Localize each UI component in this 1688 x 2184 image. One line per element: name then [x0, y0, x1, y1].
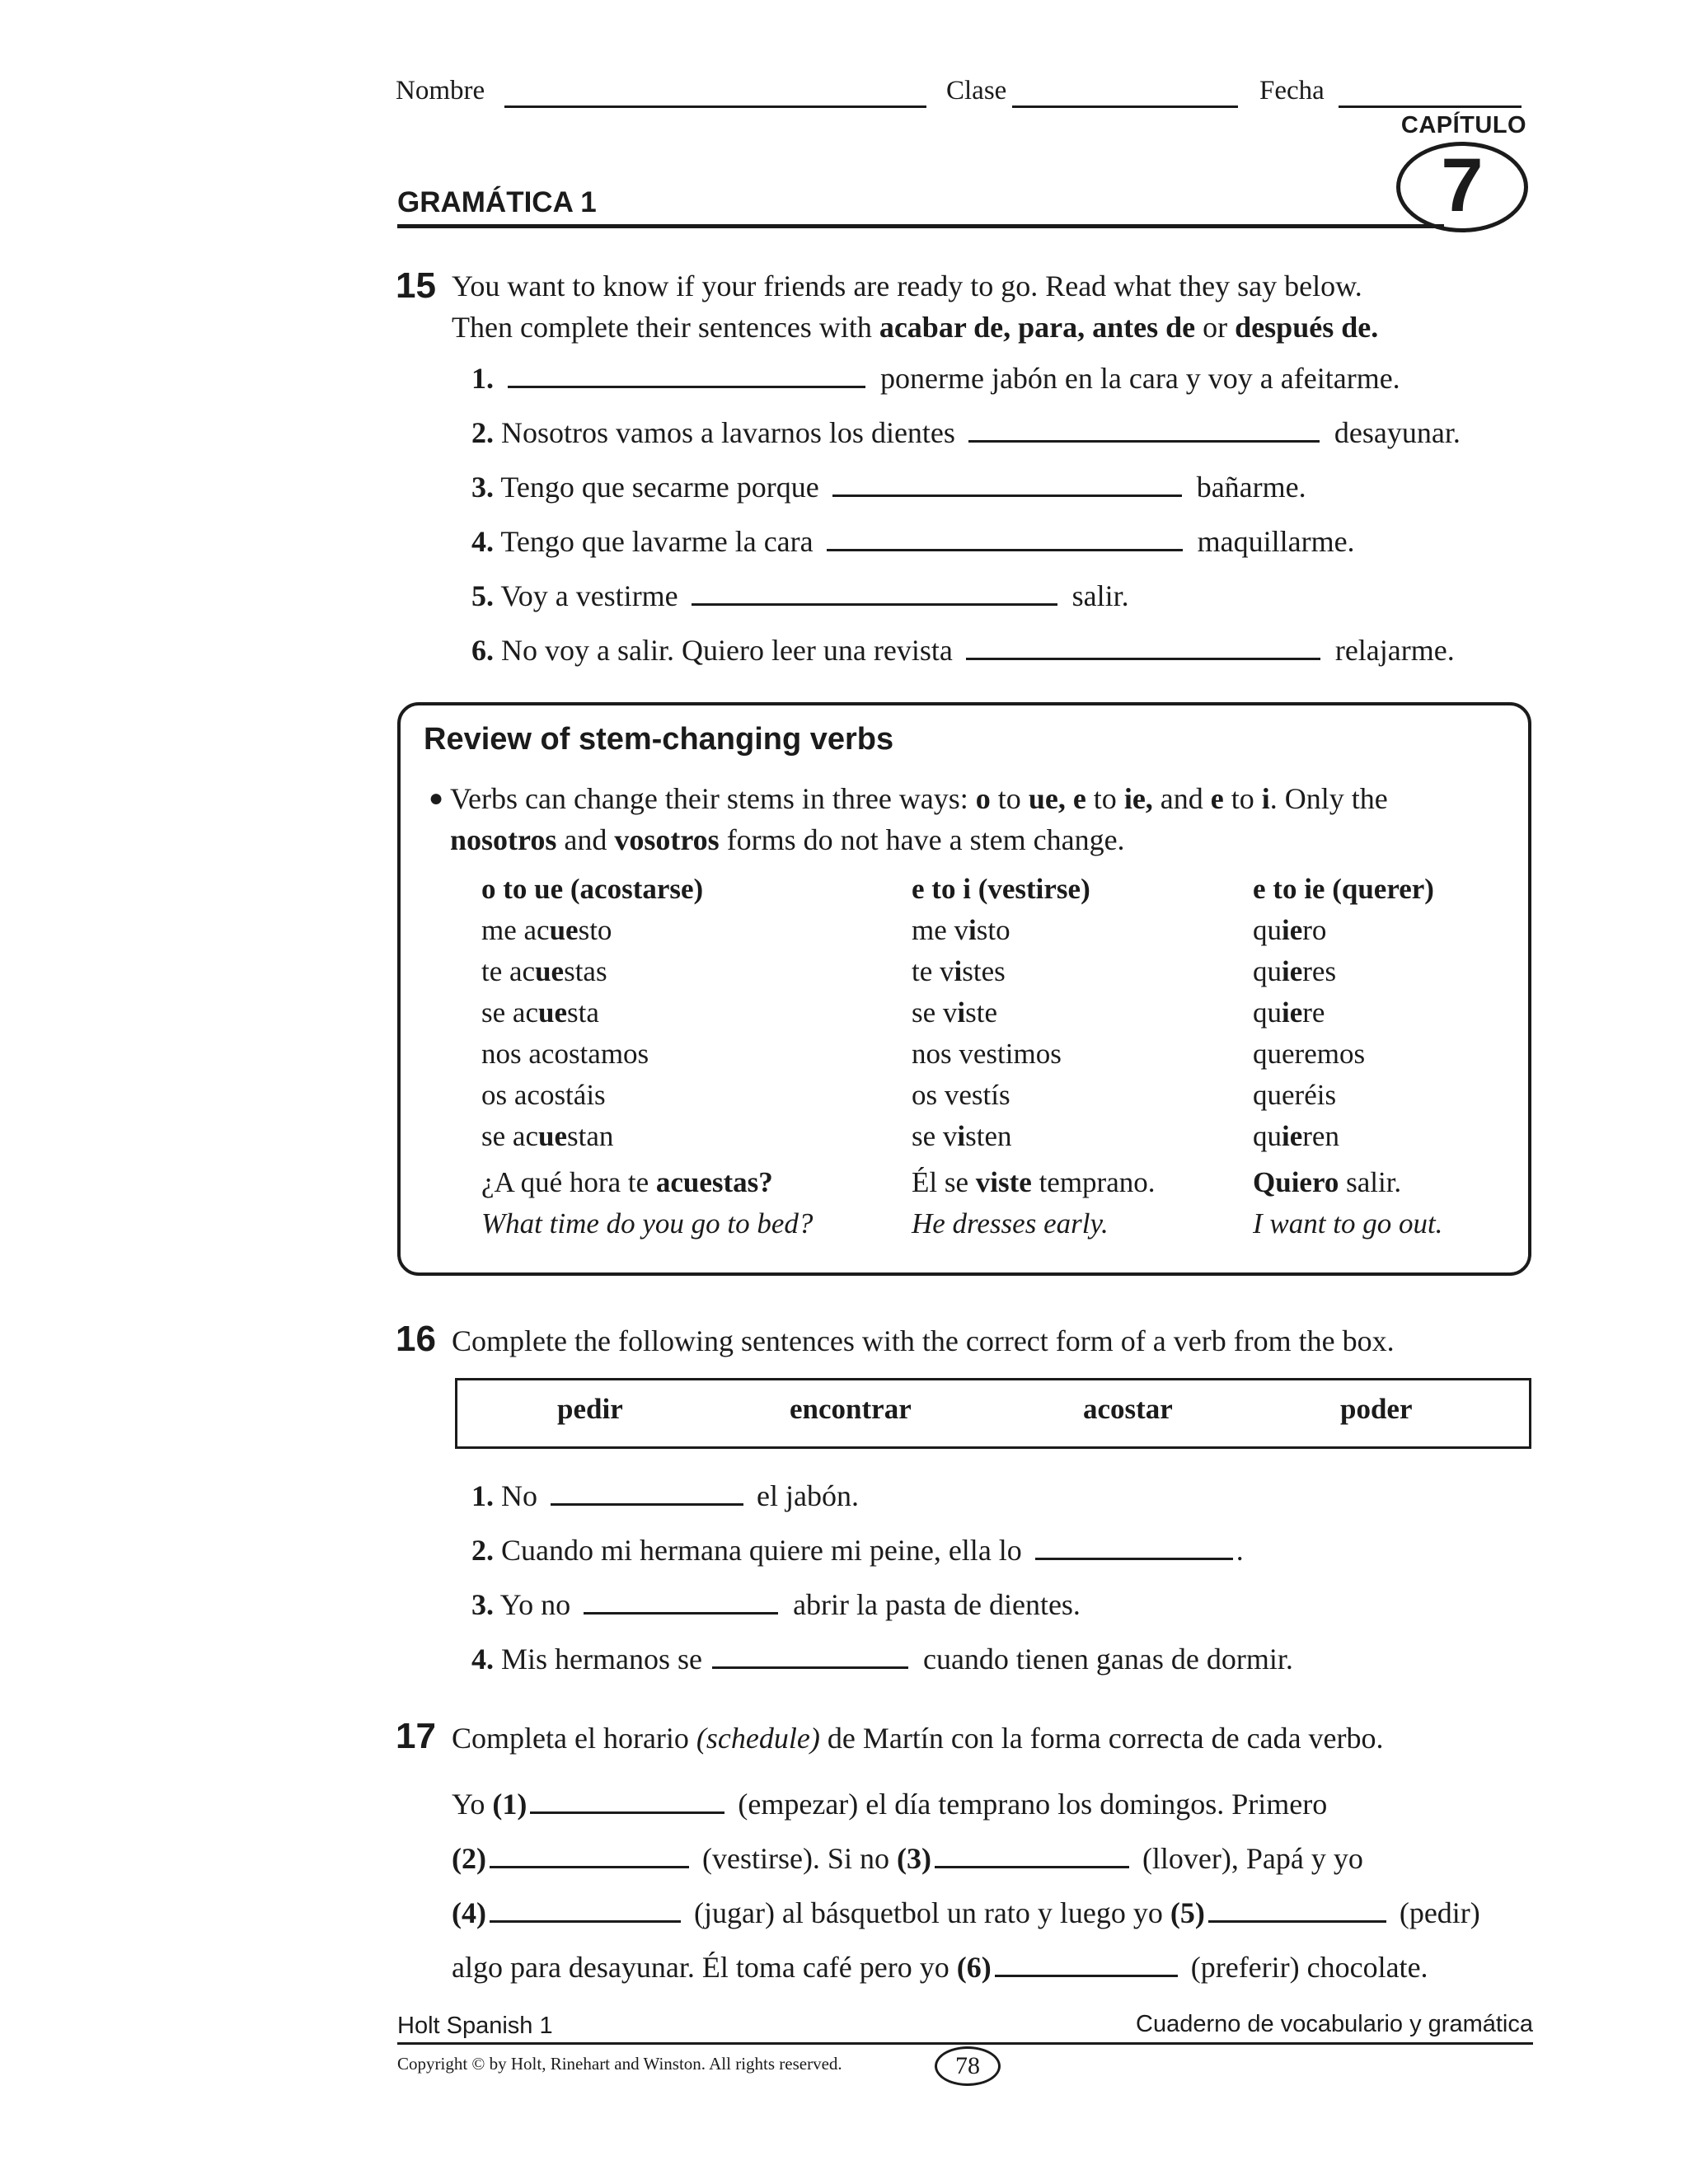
exercise-15-number: 15	[396, 265, 436, 306]
col1-heading: o to ue (acostarse)	[481, 873, 704, 905]
bullet-icon: ●	[429, 785, 444, 812]
fecha-line[interactable]	[1339, 105, 1522, 108]
exercise-17-line-1: Yo (1) (empezar) el día temprano los domingos. Primero	[452, 1788, 1328, 1821]
clase-line[interactable]	[1012, 105, 1238, 108]
answer-blank[interactable]	[551, 1502, 743, 1506]
word-pedir: pedir	[557, 1393, 623, 1425]
answer-blank[interactable]	[832, 494, 1182, 497]
nombre-line[interactable]	[504, 105, 926, 108]
answer-blank[interactable]	[968, 439, 1320, 443]
page-number: 78	[935, 2046, 1001, 2086]
col3-translation: I want to go out.	[1253, 1207, 1443, 1240]
exercise-16-item-4: 4. Mis hermanos se cuando tienen ganas de dormir.	[471, 1643, 1293, 1675]
answer-blank[interactable]	[712, 1666, 908, 1669]
form: se visten	[912, 1120, 1012, 1152]
capitulo-number: 7	[1441, 143, 1484, 227]
fecha-label: Fecha	[1259, 76, 1325, 105]
exercise-17-line-2: (2) (vestirse). Si no (3) (llover), Papá y yo	[452, 1842, 1363, 1875]
word-encontrar: encontrar	[790, 1393, 912, 1425]
exercise-16-item-3: 3. Yo no abrir la pasta de dientes.	[471, 1588, 1081, 1621]
footer-workbook-title: Cuaderno de vocabulario y gramática	[1136, 2011, 1533, 2037]
footer-book-title: Holt Spanish 1	[397, 2013, 553, 2039]
answer-blank[interactable]	[692, 602, 1057, 606]
form: se acuesta	[481, 996, 599, 1029]
exercise-15-item-2: 2. Nosotros vamos a lavarnos los dientes desayunar.	[471, 416, 1461, 449]
col3-heading: e to ie (querer)	[1253, 873, 1434, 905]
exercise-17-line-3: (4) (jugar) al básquetbol un rato y luego yo (5) (pedir)	[452, 1896, 1480, 1929]
clase-label: Clase	[946, 76, 1007, 105]
form: me visto	[912, 914, 1010, 946]
review-title: Review of stem-changing verbs	[424, 722, 894, 757]
word-acostar: acostar	[1083, 1393, 1173, 1425]
answer-blank-3[interactable]	[935, 1865, 1129, 1868]
form: se acuestan	[481, 1120, 614, 1152]
exercise-15-item-1: 1. ponerme jabón en la cara y voy a afeitarme.	[471, 362, 1400, 395]
exercise-15-item-4: 4. Tengo que lavarme la cara maquillarme.	[471, 525, 1355, 558]
form: queréis	[1253, 1079, 1337, 1111]
footer-rule	[397, 2042, 1533, 2045]
answer-blank-2[interactable]	[490, 1865, 689, 1868]
nombre-label: Nombre	[396, 76, 485, 105]
exercise-16-number: 16	[396, 1319, 436, 1359]
col2-translation: He dresses early.	[912, 1207, 1109, 1240]
word-poder: poder	[1340, 1393, 1413, 1425]
review-column-3	[1253, 869, 1517, 1244]
form: os vestís	[912, 1079, 1010, 1111]
review-column-2	[912, 869, 1241, 1244]
answer-blank-5[interactable]	[1208, 1919, 1386, 1923]
instr-line-1: You want to know if your friends are ready to go. Read what they say below.	[452, 269, 1362, 302]
form: me acuesto	[481, 914, 612, 946]
review-bullet: ● Verbs can change their stems in three ways: o to ue, e to ie, and e to i. Only the nosotros and vosotros forms do not have a stem change.	[429, 778, 1508, 860]
exercise-16-item-1: 1. No el jabón.	[471, 1479, 859, 1512]
form: se viste	[912, 996, 998, 1029]
exercise-17-instructions: Completa el horario (schedule) de Martín con la forma correcta de cada verbo.	[452, 1722, 1384, 1755]
form: os acostáis	[481, 1079, 606, 1111]
answer-blank-6[interactable]	[995, 1974, 1178, 1977]
form: te vistes	[912, 955, 1006, 987]
capitulo-label: CAPÍTULO	[1400, 112, 1527, 138]
answer-blank[interactable]	[966, 657, 1320, 660]
instr-line-2: Then complete their sentences with acabar de, para, antes de or después de.	[452, 311, 1379, 344]
form: quieren	[1253, 1120, 1339, 1152]
exercise-16-item-2: 2. Cuando mi hermana quiere mi peine, ella lo .	[471, 1534, 1244, 1567]
exercise-15-item-3: 3. Tengo que secarme porque bañarme.	[471, 471, 1306, 504]
exercise-15-instructions	[452, 265, 1523, 348]
form: te acuestas	[481, 955, 607, 987]
exercise-17-line-4: algo para desayunar. Él toma café pero yo (6) (preferir) chocolate.	[452, 1951, 1428, 1984]
answer-blank[interactable]	[508, 385, 865, 388]
col1-translation: What time do you go to bed?	[481, 1207, 814, 1240]
answer-blank-1[interactable]	[530, 1811, 724, 1814]
form: quiero	[1253, 914, 1327, 946]
exercise-17-number: 17	[396, 1716, 436, 1756]
section-title: GRAMÁTICA 1	[397, 186, 597, 218]
answer-blank[interactable]	[1035, 1557, 1233, 1560]
answer-blank[interactable]	[827, 548, 1183, 551]
exercise-15-item-6: 6. No voy a salir. Quiero leer una revista relajarme.	[471, 634, 1455, 667]
section-rule	[397, 224, 1444, 228]
col2-example: Él se viste temprano.	[912, 1166, 1156, 1198]
footer-copyright: Copyright © by Holt, Rinehart and Winston. All rights reserved.	[397, 2054, 842, 2074]
answer-blank-4[interactable]	[490, 1919, 681, 1923]
form: quieres	[1253, 955, 1337, 987]
form: nos vestimos	[912, 1038, 1062, 1070]
answer-blank[interactable]	[584, 1611, 778, 1615]
form: nos acostamos	[481, 1038, 649, 1070]
exercise-16-instructions: Complete the following sentences with the correct form of a verb from the box.	[452, 1324, 1395, 1357]
form: queremos	[1253, 1038, 1366, 1070]
review-column-1	[481, 869, 877, 1244]
col1-example: ¿A qué hora te acuestas?	[481, 1166, 773, 1198]
form: quiere	[1253, 996, 1325, 1029]
col3-example: Quiero salir.	[1253, 1166, 1402, 1198]
col2-heading: e to i (vestirse)	[912, 873, 1090, 905]
exercise-15-item-5: 5. Voy a vestirme salir.	[471, 579, 1129, 612]
